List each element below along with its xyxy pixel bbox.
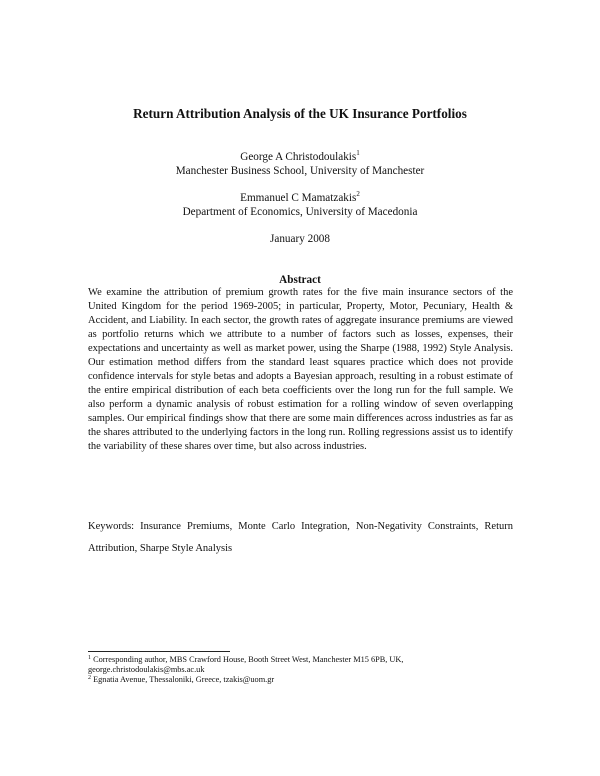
- author-2-name-text: Emmanuel C Mamatzakis: [240, 192, 357, 204]
- footnote-1-mark: 1: [88, 655, 91, 661]
- author-1-name: [0, 151, 600, 163]
- footnote-1-text: Corresponding author, MBS Crawford House, Booth Street West, Manchester M15 6PB, UK, george.christodoulakis@mbs.ac.uk: [88, 655, 404, 674]
- author-1-name-text: George A Christodoulakis: [240, 151, 357, 163]
- footnote-2: [88, 675, 518, 685]
- keywords: Keywords: Insurance Premiums, Monte Carlo Integration, Non-Negativity Constraints, Return Attribution, Sharpe Style Analysis: [88, 521, 513, 554]
- footnote-divider: [88, 651, 230, 652]
- footnote-2-mark: 2: [88, 675, 91, 681]
- paper-title: Return Attribution Analysis of the UK Insurance Portfolios: [133, 106, 467, 121]
- abstract-heading: Abstract: [279, 274, 321, 286]
- footnotes: [88, 655, 518, 685]
- footnote-2-text: Egnatia Avenue, Thessaloniki, Greece, tzakis@uom.gr: [93, 675, 275, 684]
- author-1-affiliation: Manchester Business School, University of Manchester: [175, 165, 425, 177]
- author-2-affiliation: Department of Economics, University of Macedonia: [182, 206, 418, 218]
- author-2-name: [0, 192, 600, 204]
- footnote-1: [88, 655, 518, 675]
- author-1-footnote-mark: 1: [356, 149, 360, 157]
- paper-date: January 2008: [270, 233, 330, 245]
- abstract-body: We examine the attribution of premium growth rates for the five main insurance sectors of the United Kingdom for the period 1969-2005; in particular, Property, Motor, Pecuniary, Health & Accident, and Liability. In each sector, the growth rates of aggregate insurance premiums are viewed as portfolio returns which we attribute to a number of factors such as losses, expenses, their expectations and uncertainty as well as market power, using the Sharpe (1988, 1992) Style Analysis. Our estimation method differs from the standard least squares practice which does not provide confidence intervals for style betas and adopts a Bayesian approach, resulting in a robust estimate of the entire empirical distribution of each beta coefficients over the long run for the full sample. We also perform a dynamic analysis of robust estimation for a rolling window of seven overlapping samples. Our empirical findings show that there are some main differences across industries as far as the shares attributed to the underlying factors in the long run. Rolling regressions assist us to identify the variability of these shares over time, but also across industries.: [88, 287, 513, 452]
- author-2-footnote-mark: 2: [356, 190, 360, 198]
